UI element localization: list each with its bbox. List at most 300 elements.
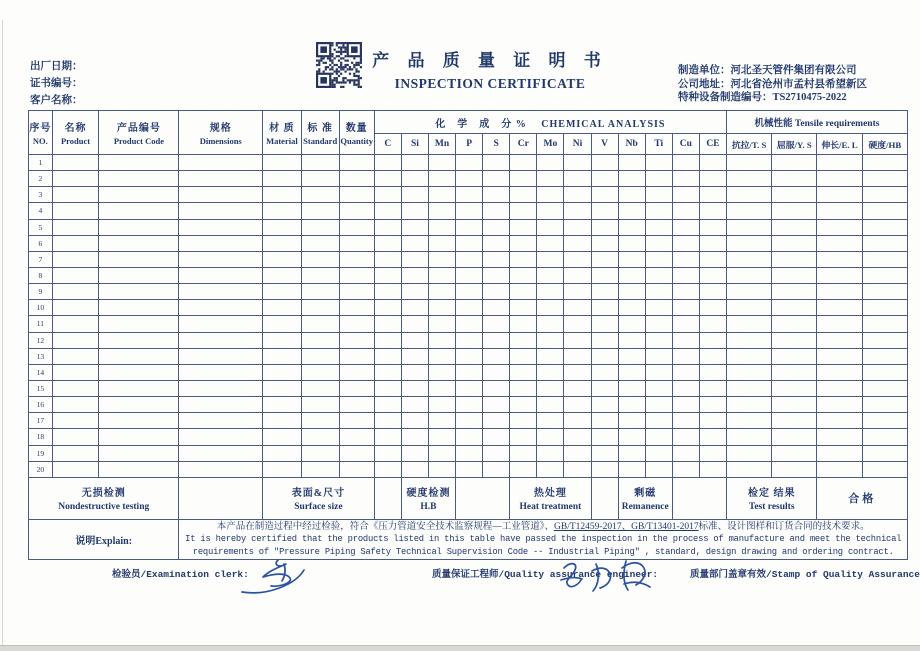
test-results-cell: 检定 结果 Test results [727,477,817,519]
title-english: INSPECTION CERTIFICATE [394,76,586,91]
empty-cell [339,203,374,219]
summary-row [29,477,908,519]
empty-cell [52,171,99,187]
empty-cell [672,155,699,171]
empty-cell [483,348,510,364]
empty-cell [510,445,537,461]
table-row-16 [29,397,908,413]
empty-cell [672,251,699,267]
empty-cell [263,348,302,364]
empty-cell [591,413,618,429]
empty-cell [510,284,537,300]
row-number: 17 [29,413,53,429]
empty-cell [537,461,564,477]
empty-cell [179,284,263,300]
empty-cell [339,397,374,413]
empty-cell [618,203,645,219]
empty-cell [401,219,428,235]
empty-cell [263,219,302,235]
empty-cell [179,251,263,267]
empty-cell [699,397,726,413]
hardness-value-cell [456,477,510,519]
empty-cell [52,413,99,429]
empty-cell [817,300,862,316]
empty-cell [510,332,537,348]
empty-cell [263,171,302,187]
empty-cell [862,267,907,283]
address-line: 公司地址：河北省沧州市孟村县希望新区 [678,78,867,90]
empty-cell [179,267,263,283]
explain-english-line-1: It is hereby certified that the products listed in this table have passed the inspection in the process of manufacture and meet the technical [185,534,902,545]
empty-cell [537,332,564,348]
title-chinese: 产 品 质 量 证 明 书 [372,51,608,70]
ndt-value-cell [179,477,263,519]
empty-cell [52,267,99,283]
empty-cell [456,235,483,251]
empty-cell [862,187,907,203]
empty-cell [456,171,483,187]
empty-cell [374,203,401,219]
empty-cell [727,445,772,461]
empty-cell [510,364,537,380]
empty-cell [618,413,645,429]
empty-cell [564,219,591,235]
empty-cell [456,364,483,380]
empty-cell [401,316,428,332]
empty-cell [727,397,772,413]
table-row-14 [29,364,908,380]
empty-cell [672,219,699,235]
empty-cell [339,461,374,477]
empty-cell [52,364,99,380]
header-left-fields [30,58,83,109]
empty-cell [564,332,591,348]
empty-cell [456,284,483,300]
table-row-18 [29,429,908,445]
empty-cell [862,348,907,364]
col-header-product-code: 产品编号 Product Code [99,111,179,155]
empty-cell [618,187,645,203]
empty-cell [672,316,699,332]
empty-cell [645,267,672,283]
empty-cell [52,203,99,219]
empty-cell [862,380,907,396]
empty-cell [618,155,645,171]
empty-cell [301,397,339,413]
table-row-20 [29,461,908,477]
empty-cell [772,155,817,171]
empty-cell [263,445,302,461]
empty-cell [564,348,591,364]
empty-cell [456,300,483,316]
empty-cell [339,284,374,300]
empty-cell [591,445,618,461]
empty-cell [483,251,510,267]
empty-cell [99,332,179,348]
empty-cell [52,251,99,267]
empty-cell [645,364,672,380]
empty-cell [537,203,564,219]
empty-cell [862,219,907,235]
empty-cell [772,171,817,187]
empty-cell [645,284,672,300]
empty-cell [699,171,726,187]
empty-cell [301,429,339,445]
empty-cell [301,445,339,461]
empty-cell [263,316,302,332]
mech-col-1: 屈服/Y. S [772,134,817,155]
empty-cell [564,171,591,187]
empty-cell [699,413,726,429]
empty-cell [52,316,99,332]
surface-cell: 表面&尺寸 Surface size [263,477,375,519]
table-row-5 [29,219,908,235]
empty-cell [510,171,537,187]
empty-cell [401,461,428,477]
chem-col-ni: Ni [564,134,591,155]
empty-cell [727,348,772,364]
empty-cell [263,300,302,316]
empty-cell [52,445,99,461]
empty-cell [564,284,591,300]
row-number: 18 [29,429,53,445]
empty-cell [645,397,672,413]
empty-cell [52,219,99,235]
chem-col-p: P [456,134,483,155]
table-row-7 [29,251,908,267]
empty-cell [99,461,179,477]
empty-cell [428,235,455,251]
empty-cell [510,316,537,332]
empty-cell [99,397,179,413]
empty-cell [618,219,645,235]
empty-cell [456,267,483,283]
empty-cell [483,219,510,235]
table-row-11 [29,316,908,332]
chem-col-c: C [374,134,401,155]
empty-cell [537,187,564,203]
empty-cell [263,364,302,380]
table-row-9 [29,284,908,300]
empty-cell [483,155,510,171]
empty-cell [401,332,428,348]
empty-cell [817,267,862,283]
empty-cell [401,413,428,429]
empty-cell [591,364,618,380]
empty-cell [179,171,263,187]
empty-cell [772,284,817,300]
empty-cell [99,300,179,316]
empty-cell [862,429,907,445]
empty-cell [456,316,483,332]
stamp-label: 质量部门盖章有效/Stamp of Quality Assurance [690,569,920,580]
empty-cell [862,445,907,461]
empty-cell [537,429,564,445]
empty-cell [537,155,564,171]
empty-cell [510,413,537,429]
empty-cell [483,203,510,219]
row-number: 2 [29,171,53,187]
empty-cell [374,348,401,364]
empty-cell [456,187,483,203]
row-number: 9 [29,284,53,300]
empty-cell [591,316,618,332]
empty-cell [99,155,179,171]
empty-cell [537,267,564,283]
empty-cell [99,203,179,219]
empty-cell [862,397,907,413]
empty-cell [52,461,99,477]
empty-cell [301,267,339,283]
empty-cell [52,332,99,348]
empty-cell [645,300,672,316]
empty-cell [772,203,817,219]
empty-cell [483,332,510,348]
empty-cell [817,332,862,348]
empty-cell [401,235,428,251]
row-number: 19 [29,445,53,461]
row-number: 4 [29,203,53,219]
empty-cell [179,397,263,413]
empty-cell [401,397,428,413]
empty-cell [817,219,862,235]
table-row-2 [29,171,908,187]
empty-cell [428,251,455,267]
empty-cell [699,235,726,251]
empty-cell [672,380,699,396]
empty-cell [591,251,618,267]
empty-cell [301,251,339,267]
empty-cell [817,235,862,251]
row-number: 20 [29,461,53,477]
empty-cell [817,413,862,429]
empty-cell [263,413,302,429]
empty-cell [510,203,537,219]
empty-cell [510,219,537,235]
empty-cell [428,380,455,396]
scan-edge-left [2,20,3,646]
empty-cell [727,235,772,251]
empty-cell [52,187,99,203]
empty-cell [817,251,862,267]
empty-cell [772,364,817,380]
empty-cell [772,380,817,396]
row-number: 13 [29,348,53,364]
empty-cell [591,155,618,171]
empty-cell [591,203,618,219]
table-row-3 [29,187,908,203]
empty-cell [862,235,907,251]
empty-cell [401,155,428,171]
empty-cell [374,219,401,235]
empty-cell [672,267,699,283]
empty-cell [645,429,672,445]
empty-cell [179,380,263,396]
empty-cell [537,235,564,251]
hardness-cell: 硬度检测 H.B [401,477,455,519]
empty-cell [374,445,401,461]
empty-cell [862,251,907,267]
empty-cell [428,445,455,461]
mech-col-3: 硬度/HB [862,134,907,155]
empty-cell [618,348,645,364]
empty-cell [179,316,263,332]
empty-cell [618,380,645,396]
explain-english-line-2: requirements of "Pressure Piping Safety Technical Supervision Code -- Industrial Piping" , standard, design drawing and ordering contract. [192,546,894,557]
empty-cell [401,364,428,380]
empty-cell [817,316,862,332]
empty-cell [591,284,618,300]
empty-cell [772,219,817,235]
empty-cell [772,413,817,429]
empty-cell [179,461,263,477]
empty-cell [428,284,455,300]
empty-cell [564,445,591,461]
empty-cell [52,235,99,251]
empty-cell [564,267,591,283]
empty-cell [374,413,401,429]
empty-cell [645,332,672,348]
empty-cell [483,171,510,187]
empty-cell [52,397,99,413]
empty-cell [510,397,537,413]
explain-chinese-line: 本产品在制造过程中经过检验，符合《压力管道安全技术监察规程—工业管道》、GB/T12459-2017、GB/T13401-2017标准、设计图样和订货合同的技术要求。 [216,521,870,532]
empty-cell [727,380,772,396]
empty-cell [301,187,339,203]
empty-cell [339,300,374,316]
empty-cell [537,284,564,300]
empty-cell [52,155,99,171]
empty-cell [428,332,455,348]
empty-cell [537,364,564,380]
empty-cell [862,461,907,477]
empty-cell [672,203,699,219]
empty-cell [672,332,699,348]
empty-cell [862,300,907,316]
table-row-19 [29,445,908,461]
empty-cell [727,219,772,235]
empty-cell [772,316,817,332]
empty-cell [401,429,428,445]
empty-cell [374,187,401,203]
empty-cell [301,332,339,348]
empty-cell [564,316,591,332]
empty-cell [727,251,772,267]
empty-cell [537,251,564,267]
empty-cell [428,219,455,235]
empty-cell [483,300,510,316]
empty-cell [817,461,862,477]
empty-cell [564,364,591,380]
empty-cell [862,413,907,429]
chem-col-mo: Mo [537,134,564,155]
empty-cell [339,364,374,380]
empty-cell [537,380,564,396]
empty-cell [99,171,179,187]
customer-name-label: 客户名称： [30,95,83,106]
empty-cell [301,235,339,251]
empty-cell [263,461,302,477]
empty-cell [428,203,455,219]
empty-cell [672,348,699,364]
empty-cell [699,461,726,477]
chem-col-cu: Cu [672,134,699,155]
empty-cell [862,316,907,332]
empty-cell [537,397,564,413]
empty-cell [564,397,591,413]
empty-cell [301,348,339,364]
empty-cell [645,316,672,332]
empty-cell [179,300,263,316]
empty-cell [672,235,699,251]
empty-cell [618,284,645,300]
empty-cell [618,461,645,477]
table-row-10 [29,300,908,316]
empty-cell [537,300,564,316]
empty-cell [817,397,862,413]
empty-cell [179,235,263,251]
explain-row [29,519,908,559]
empty-cell [564,380,591,396]
table-row-13 [29,348,908,364]
empty-cell [99,364,179,380]
empty-cell [374,429,401,445]
empty-cell [727,429,772,445]
empty-cell [772,429,817,445]
empty-cell [591,171,618,187]
table-row-1 [29,155,908,171]
chem-col-si: Si [401,134,428,155]
empty-cell [645,203,672,219]
empty-cell [339,332,374,348]
qa-engineer-signature [556,554,656,604]
empty-cell [456,203,483,219]
empty-cell [618,267,645,283]
empty-cell [645,445,672,461]
empty-cell [483,413,510,429]
empty-cell [339,235,374,251]
empty-cell [772,300,817,316]
empty-cell [727,155,772,171]
empty-cell [727,187,772,203]
empty-cell [862,155,907,171]
col-header-dimensions: 规格 Dimensions [179,111,263,155]
empty-cell [374,461,401,477]
empty-cell [645,461,672,477]
empty-cell [537,316,564,332]
chem-col-v: V [591,134,618,155]
empty-cell [179,413,263,429]
empty-cell [591,380,618,396]
empty-cell [645,380,672,396]
empty-cell [699,219,726,235]
scan-edge-bottom [0,645,920,651]
empty-cell [374,267,401,283]
empty-cell [301,316,339,332]
empty-cell [645,187,672,203]
empty-cell [179,445,263,461]
empty-cell [618,316,645,332]
empty-cell [672,300,699,316]
empty-cell [179,219,263,235]
empty-cell [339,445,374,461]
empty-cell [618,429,645,445]
empty-cell [374,284,401,300]
document-title [340,46,640,92]
table-row-6 [29,235,908,251]
empty-cell [301,155,339,171]
empty-cell [483,429,510,445]
